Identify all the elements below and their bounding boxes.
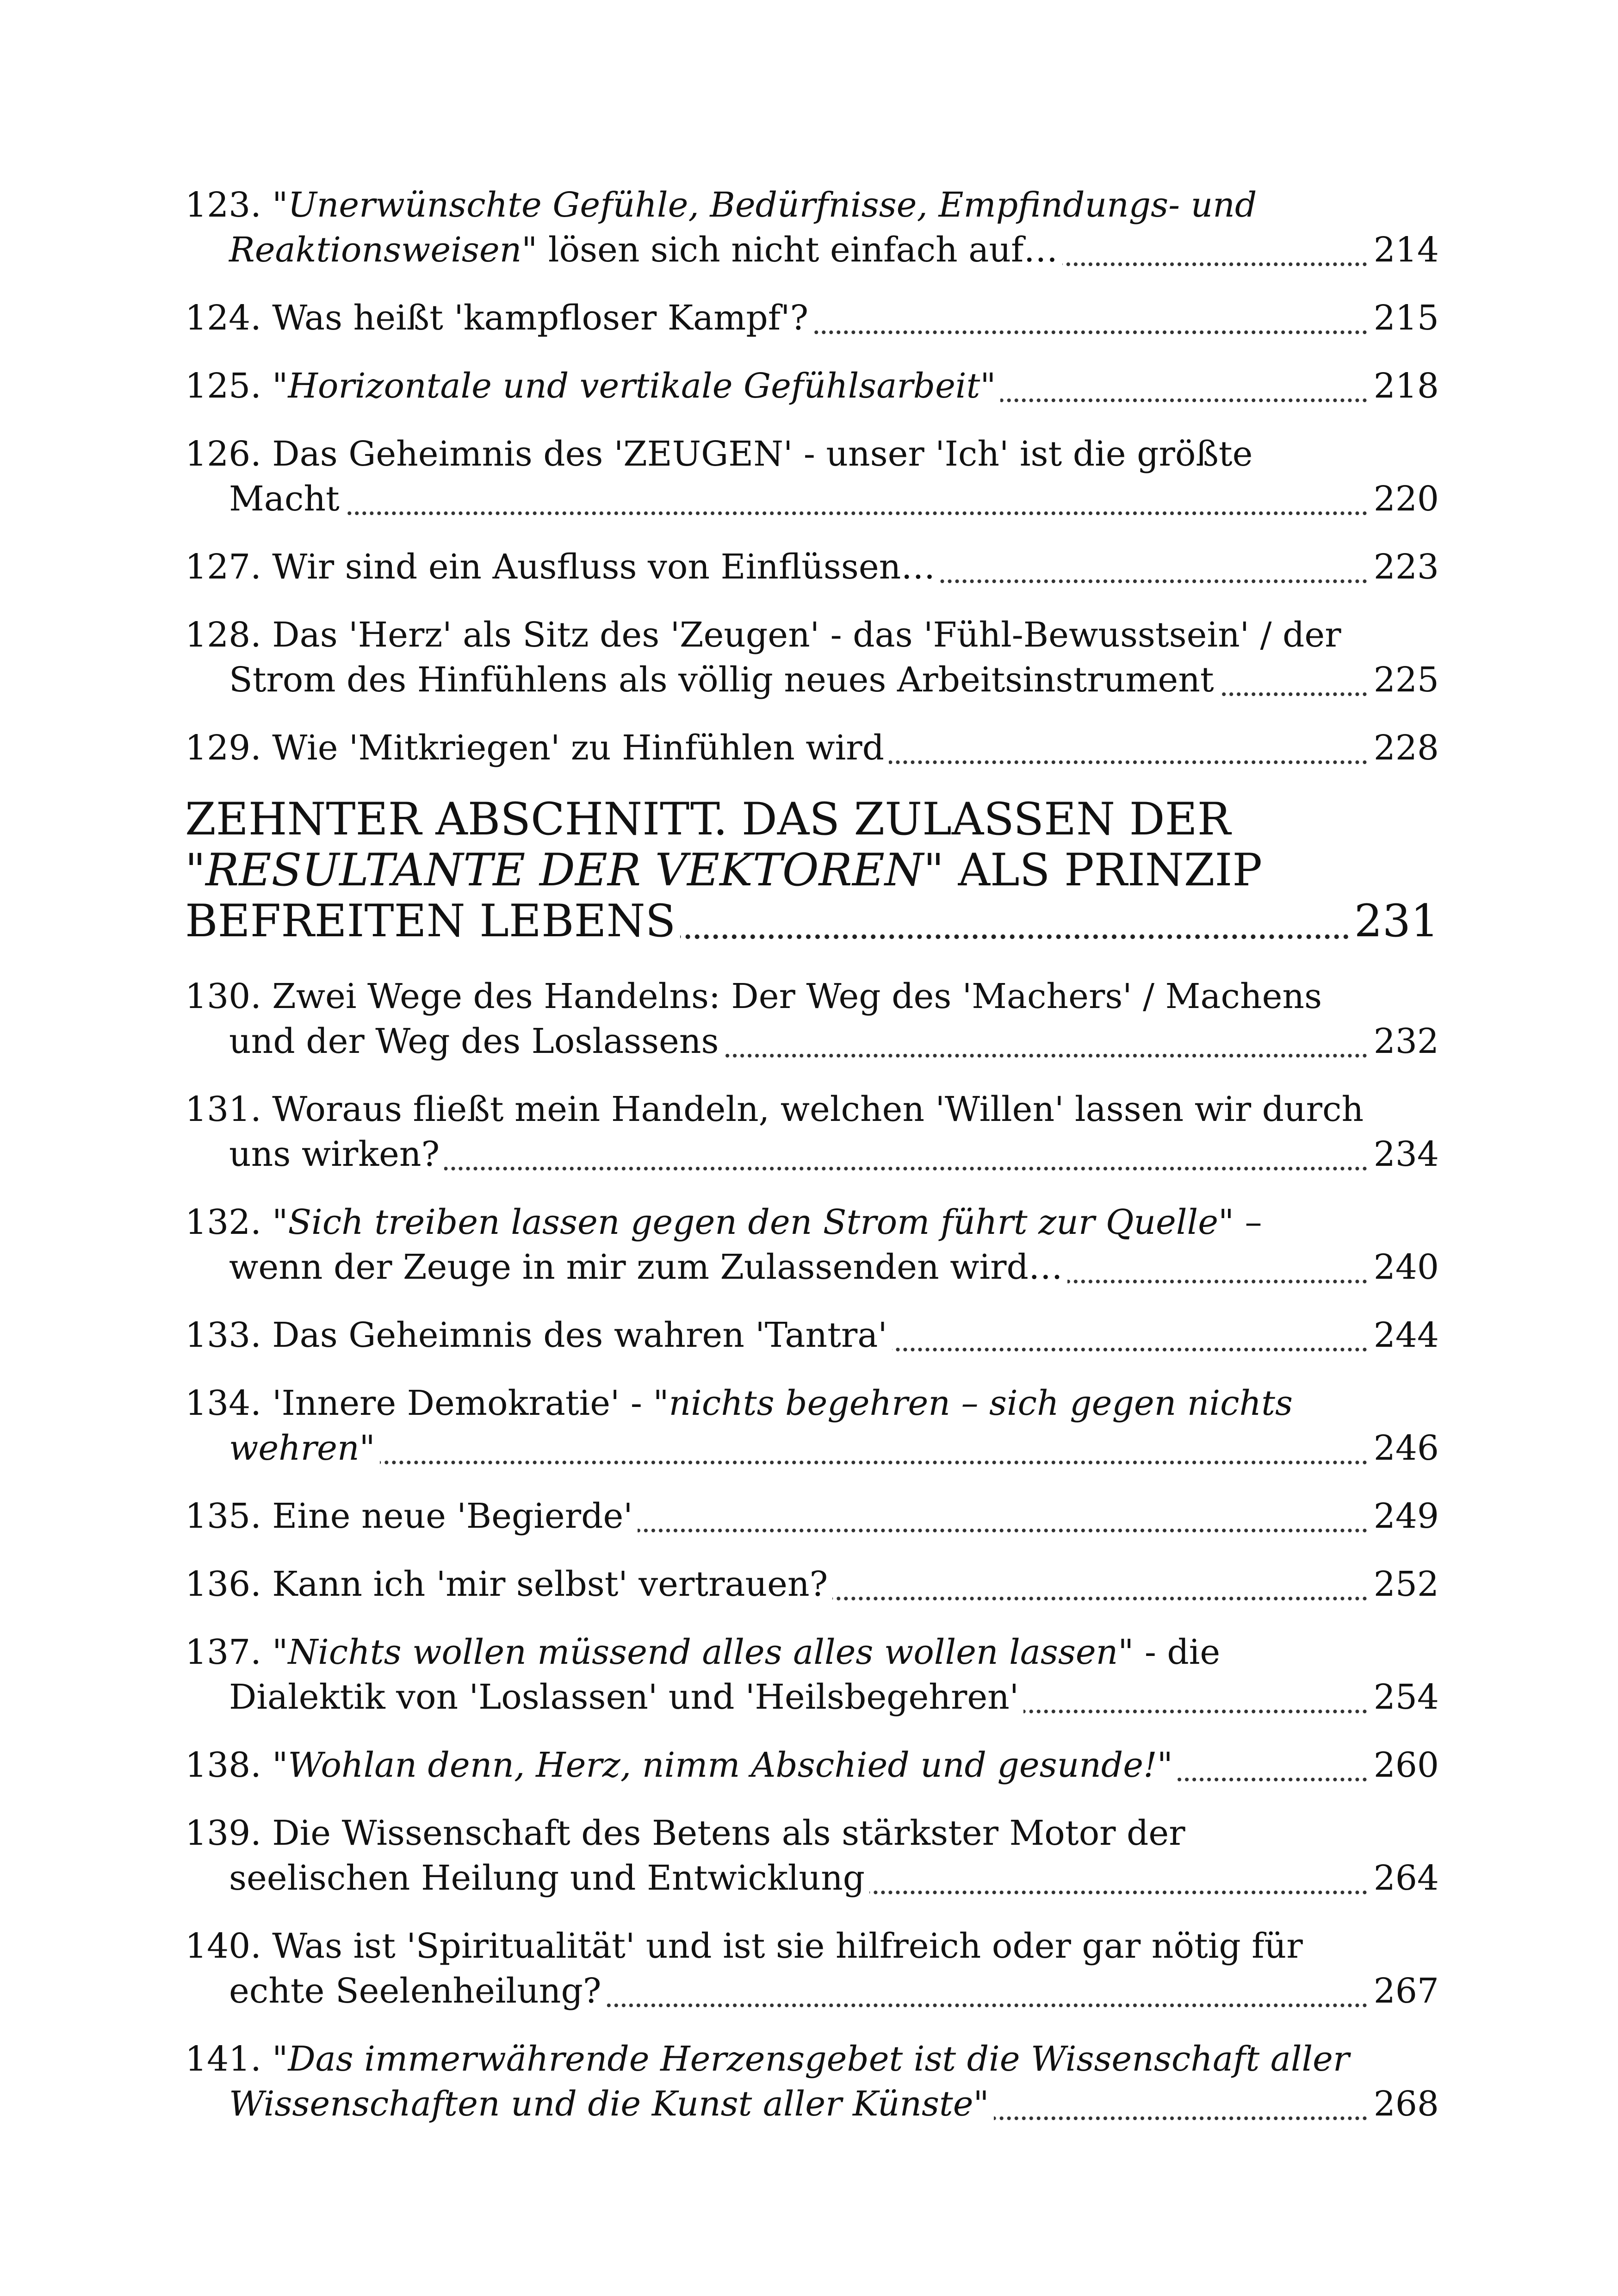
entry-title-italic: "Horizontale und vertikale Gefühlsarbeit": [272, 366, 996, 406]
entry-number: 134.: [185, 1383, 261, 1423]
entry-title-text: ALS PRINZIP BEFREITEN LEBENS: [185, 844, 1262, 947]
entry-title-italic: "RESULTANTE DER VEKTOREN": [185, 844, 944, 896]
entry-title: [185, 1926, 1303, 2011]
entry-title-text: lösen sich nicht einfach auf…: [537, 230, 1058, 270]
entry-title: [185, 1632, 1220, 1717]
entry-page-number: 225: [1369, 658, 1439, 703]
toc-entry[interactable]: [185, 1562, 1439, 1607]
entry-number: 125.: [185, 366, 261, 406]
entry-title-italic: "Nichts wollen müssend alles alles wollen lassen": [272, 1632, 1134, 1672]
entry-number: 128.: [185, 615, 261, 655]
entry-title: [185, 1564, 832, 1604]
toc-entry[interactable]: [185, 183, 1439, 273]
entry-page-number: 267: [1369, 1969, 1439, 2014]
entry-page-number: 214: [1369, 228, 1439, 273]
entry-title: [185, 1089, 1364, 1174]
entry-page-number: 218: [1369, 364, 1439, 409]
entry-number: 129.: [185, 728, 261, 768]
entry-title-text: Wie 'Mitkriegen' zu Hinfühlen wird: [272, 728, 885, 768]
toc-entry[interactable]: [185, 1200, 1439, 1290]
entry-page-number: 232: [1369, 1019, 1439, 1064]
entry-number: 124.: [185, 298, 261, 338]
entry-title-text: - die Dialektik von 'Loslassen' und 'Heilsbegehren': [229, 1632, 1221, 1717]
entry-title-italic: "Das immerwährende Herzensgebet ist die Wissenschaft aller Wissenschaften und die Kunst aller Künste": [229, 2039, 1350, 2124]
entry-number: 140.: [185, 1926, 261, 1966]
entry-title: [185, 1496, 638, 1536]
entry-number: 127.: [185, 547, 261, 587]
entry-number: 133.: [185, 1315, 261, 1355]
table-of-contents: [185, 183, 1439, 2150]
entry-title: [185, 185, 1257, 270]
entry-number: 141.: [185, 2039, 261, 2079]
entry-page-number: 240: [1369, 1245, 1439, 1290]
entry-page-number: 244: [1369, 1313, 1439, 1358]
toc-entry[interactable]: [185, 432, 1439, 522]
toc-entry[interactable]: [185, 1087, 1439, 1177]
toc-entry[interactable]: [185, 613, 1439, 703]
toc-entry[interactable]: [185, 296, 1439, 341]
toc-entry[interactable]: [185, 2037, 1439, 2127]
dot-leader: [229, 511, 1367, 515]
toc-entry[interactable]: [185, 545, 1439, 590]
toc-entry[interactable]: [185, 1924, 1439, 2014]
entry-title: [185, 366, 1000, 406]
entry-title-italic: "Sich treiben lassen gegen den Strom führt zur Quelle": [272, 1202, 1234, 1242]
entry-page-number: 234: [1369, 1132, 1439, 1177]
toc-entry[interactable]: [185, 1811, 1439, 1901]
entry-page-number: 260: [1369, 1743, 1439, 1788]
entry-title: [185, 298, 813, 338]
entry-title: [185, 977, 1322, 1061]
entry-page-number: 268: [1369, 2082, 1439, 2127]
entry-number: 135.: [185, 1496, 261, 1536]
entry-page-number: 264: [1369, 1856, 1439, 1901]
entry-number: 126.: [185, 434, 261, 474]
entry-title-text: 'Innere Demokratie' -: [272, 1383, 653, 1423]
section-heading[interactable]: [185, 794, 1439, 946]
entry-page-number: 228: [1369, 726, 1439, 771]
entry-title-text: Was ist 'Spiritualität' und ist sie hilfreich oder gar nötig für echte Seelenheilung?: [229, 1926, 1303, 2011]
entry-title: [185, 1315, 892, 1355]
entry-title: [185, 2039, 1349, 2124]
dot-leader: [229, 1461, 1367, 1464]
entry-page-number: 249: [1369, 1494, 1439, 1539]
entry-number: 139.: [185, 1813, 261, 1853]
toc-entry[interactable]: [185, 1381, 1439, 1471]
entry-title-italic: "Wohlan denn, Herz, nimm Abschied und gesunde!": [272, 1745, 1173, 1785]
entry-number: 132.: [185, 1202, 261, 1242]
entry-title-text: Das 'Herz' als Sitz des 'Zeugen' - das 'Fühl-Bewusstsein' / der Strom des Hinfühlens als völlig neues Arbeitsinstrument: [229, 615, 1341, 700]
entry-number: 123.: [185, 185, 261, 225]
entry-page-number: 223: [1369, 545, 1439, 590]
entry-title-italic: "Unerwünschte Gefühle, Bedürfnisse, Empfindungs- und Reaktionsweisen": [229, 185, 1257, 270]
entry-title: [185, 547, 940, 587]
toc-entry[interactable]: [185, 1313, 1439, 1358]
entry-title: [185, 1745, 1178, 1785]
entry-title-text: Woraus fließt mein Handeln, welchen 'Willen' lassen wir durch uns wirken?: [229, 1089, 1364, 1174]
entry-number: 131.: [185, 1089, 261, 1129]
entry-title-text: Kann ich 'mir selbst' vertrauen?: [272, 1564, 828, 1604]
toc-entry[interactable]: [185, 1630, 1439, 1720]
toc-entry[interactable]: [185, 364, 1439, 409]
entry-number: 130.: [185, 977, 261, 1016]
entry-number: 137.: [185, 1632, 261, 1672]
entry-number: 138.: [185, 1745, 261, 1785]
entry-page-number: 254: [1369, 1675, 1439, 1720]
entry-title-text: Die Wissenschaft des Betens als stärkster Motor der seelischen Heilung und Entwicklung: [229, 1813, 1185, 1898]
entry-title-text: Das Geheimnis des 'ZEUGEN' - unser 'Ich' ist die größte Macht: [229, 434, 1253, 519]
entry-title-text: ZEHNTER ABSCHNITT. DAS ZULASSEN DER: [185, 793, 1231, 845]
section-page-number: 231: [1350, 896, 1439, 946]
toc-entry[interactable]: [185, 1743, 1439, 1788]
entry-page-number: 252: [1369, 1562, 1439, 1607]
section-title: [185, 793, 1262, 947]
entry-title: [185, 1383, 1293, 1468]
entry-title: [185, 1202, 1262, 1287]
toc-entry[interactable]: [185, 974, 1439, 1064]
toc-entries-group-1: [185, 183, 1439, 771]
entry-title-text: Eine neue 'Begierde': [272, 1496, 633, 1536]
entry-title: [185, 615, 1341, 700]
toc-entry[interactable]: [185, 726, 1439, 771]
entry-title-text: – wenn der Zeuge in mir zum Zulassenden wird…: [229, 1202, 1262, 1287]
entry-number: 136.: [185, 1564, 261, 1604]
entry-title: [185, 728, 889, 768]
entry-title: [185, 1813, 1185, 1898]
entry-title-text: Wir sind ein Ausfluss von Einflüssen…: [272, 547, 936, 587]
toc-entry[interactable]: [185, 1494, 1439, 1539]
entry-page-number: 215: [1369, 296, 1439, 341]
entry-page-number: 220: [1369, 477, 1439, 522]
entry-title-italic: "nichts begehren – sich gegen nichts wehren": [229, 1383, 1293, 1468]
entry-title-text: Was heißt 'kampfloser Kampf'?: [272, 298, 809, 338]
toc-entries-group-2: [185, 974, 1439, 2127]
entry-page-number: 246: [1369, 1426, 1439, 1471]
entry-title: [185, 434, 1252, 519]
entry-title-text: Zwei Wege des Handelns: Der Weg des 'Machers' / Machens und der Weg des Loslassens: [229, 977, 1322, 1061]
entry-title-text: Das Geheimnis des wahren 'Tantra': [272, 1315, 887, 1355]
